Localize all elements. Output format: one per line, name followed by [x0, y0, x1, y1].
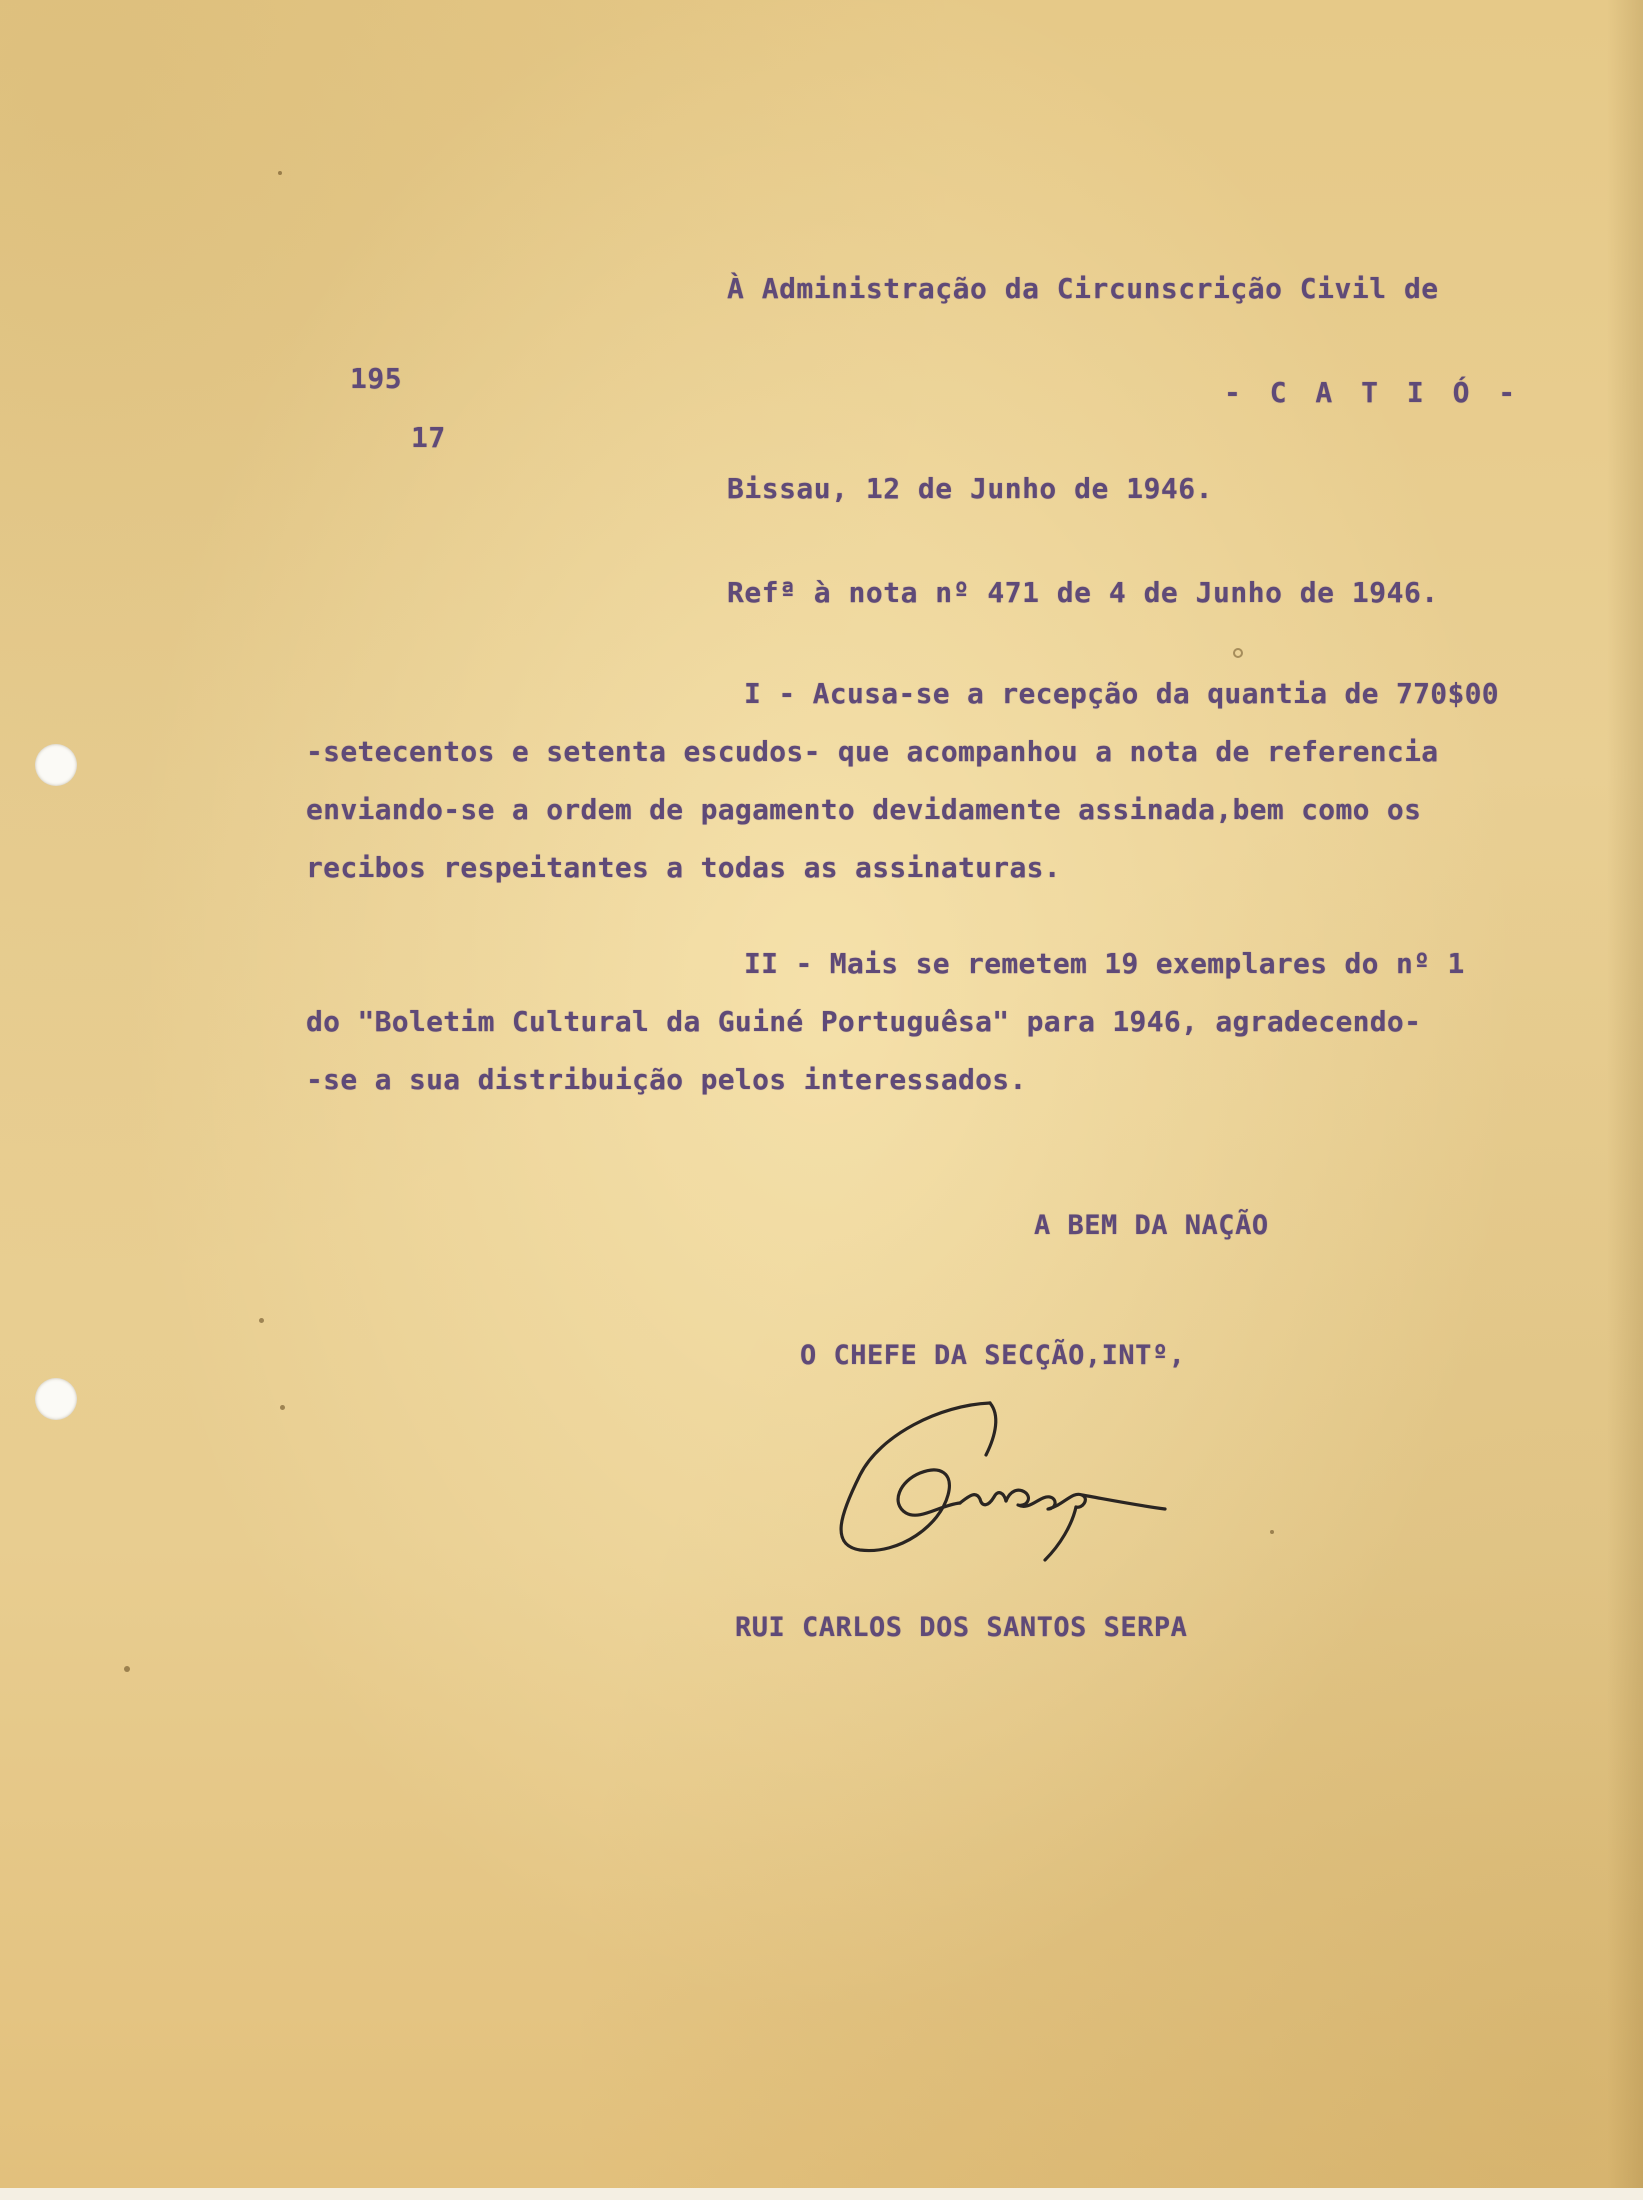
paper-speck [278, 171, 282, 175]
ref-number-bottom: 17 [411, 421, 446, 454]
signer-title: O CHEFE DA SECÇÃO,INTº, [800, 1340, 1186, 1371]
handwritten-signature [820, 1395, 1180, 1570]
ref-number-top: 195 [350, 362, 403, 395]
paragraph-2 [306, 935, 1626, 1109]
addressee-place: - C A T I Ó - [1224, 376, 1522, 409]
paper-speck [1233, 648, 1243, 658]
paragraph-1-line: recibos respeitantes a todas as assinaturas. [306, 851, 1061, 884]
page-bottom-edge [0, 2188, 1643, 2200]
paper-speck [1270, 1530, 1274, 1534]
paragraph-1-line: I - Acusa-se a recepção da quantia de 770$00 [744, 677, 1499, 710]
paragraph-2-line: do "Boletim Cultural da Guiné Portuguêsa" para 1946, agradecendo- [306, 1005, 1422, 1038]
paragraph-2-line: II - Mais se remetem 19 exemplares do nº 1 [744, 947, 1465, 980]
punch-hole-top [35, 744, 77, 786]
punch-hole-bottom [35, 1378, 77, 1420]
addressee-line: À Administração da Circunscrição Civil de [727, 272, 1439, 305]
paper-speck [259, 1318, 264, 1323]
reference-line: Refª à nota nº 471 de 4 de Junho de 1946. [727, 576, 1439, 609]
signer-name: RUI CARLOS DOS SANTOS SERPA [735, 1612, 1188, 1643]
paper-speck [124, 1666, 130, 1672]
place-date: Bissau, 12 de Junho de 1946. [727, 472, 1214, 505]
paragraph-2-line: -se a sua distribuição pelos interessados. [306, 1063, 1027, 1096]
paragraph-1-line: -setecentos e setenta escudos- que acompanhou a nota de referencia [306, 735, 1439, 768]
paragraph-1 [306, 665, 1626, 897]
closing-salutation: A BEM DA NAÇÃO [1034, 1210, 1269, 1241]
paper-speck [280, 1405, 285, 1410]
paragraph-1-line: enviando-se a ordem de pagamento devidamente assinada,bem como os [306, 793, 1422, 826]
